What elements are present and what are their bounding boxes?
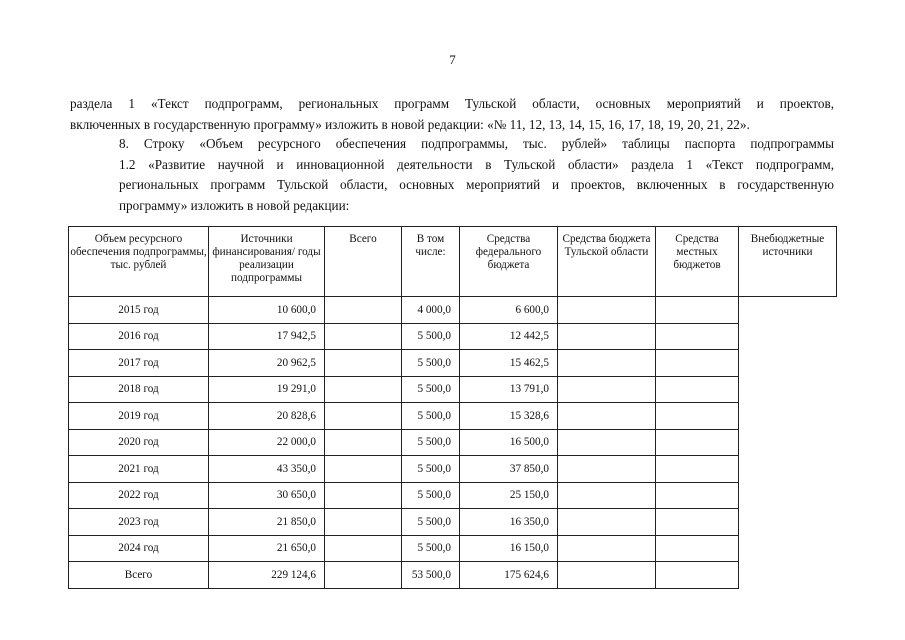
table-cell-incl [325,456,402,483]
table-cell-regional: 16 150,0 [460,535,558,562]
table-row [69,456,837,483]
table-cell-federal: 5 500,0 [402,535,460,562]
table-cell-federal: 5 500,0 [402,403,460,430]
column-header: Средства федерального бюджета [460,227,558,297]
paragraph-line: включенных в государственную программу» изложить в новой редакции: «№ 11, 12, 13, 14, 15, 16, 17, 18, 19, 20, 21, 22». [70,116,750,132]
table-row [69,429,837,456]
table-cell-local [558,429,656,456]
table-cell-federal: 4 000,0 [402,297,460,324]
table-cell-local [558,482,656,509]
table-cell-total: 22 000,0 [209,429,325,456]
table-cell-incl [325,509,402,536]
table-cell-year: 2022 год [69,482,209,509]
table-cell-local [558,350,656,377]
table-cell-local [558,403,656,430]
table-cell-year: 2021 год [69,456,209,483]
table-cell-extra [656,562,739,589]
table-cell-year: 2020 год [69,429,209,456]
table-cell-local [558,323,656,350]
table-cell-local [558,509,656,536]
column-header: В том числе: [402,227,460,297]
table-cell-regional: 15 462,5 [460,350,558,377]
table-row [69,403,837,430]
table-cell-regional: 16 500,0 [460,429,558,456]
column-header: Средства местных бюджетов [656,227,739,297]
table-cell-regional: 16 350,0 [460,509,558,536]
paragraph-1 [70,94,834,135]
table-cell-local [558,376,656,403]
table-row [69,323,837,350]
paragraph-line: раздела 1 «Текст подпрограмм, региональных программ Тульской области, основных мероприятий и проектов, [70,96,834,111]
paragraph-line: 8. Строку «Объем ресурсного обеспечения подпрограммы, тыс. рублей» таблицы паспорта подпрограммы [119,136,834,151]
table-cell-extra [656,376,739,403]
table-cell-federal: 53 500,0 [402,562,460,589]
table-cell-year: 2017 год [69,350,209,377]
row-header-cell: Объем ресурсного обеспечения подпрограммы, тыс. рублей [69,227,209,297]
resource-table [68,226,837,589]
table-row [69,350,837,377]
table-cell-extra [656,535,739,562]
column-header: Всего [325,227,402,297]
table-cell-incl [325,376,402,403]
table-cell-total: 43 350,0 [209,456,325,483]
table-header-row [69,227,837,297]
table-cell-federal: 5 500,0 [402,429,460,456]
table-cell-regional: 13 791,0 [460,376,558,403]
table-cell-year: 2024 год [69,535,209,562]
table-cell-year: 2019 год [69,403,209,430]
table-cell-regional: 6 600,0 [460,297,558,324]
table-cell-extra [656,403,739,430]
table-cell-incl [325,562,402,589]
table-cell-extra [656,456,739,483]
table-cell-incl [325,403,402,430]
table-cell-total: 21 650,0 [209,535,325,562]
table-cell-extra [656,509,739,536]
table-cell-year: 2023 год [69,509,209,536]
paragraph-2 [70,134,834,216]
table-cell-total: 30 650,0 [209,482,325,509]
table-row [69,297,837,324]
table-cell-total: 10 600,0 [209,297,325,324]
table-cell-year: 2015 год [69,297,209,324]
table-cell-incl [325,297,402,324]
table-cell-extra [656,323,739,350]
paragraph-line: 1.2 «Развитие научной и инновационной деятельности в Тульской области» раздела 1 «Текст подпрограмм, [119,156,834,172]
table-cell-extra [656,297,739,324]
table-cell-extra [656,429,739,456]
table-cell-incl [325,429,402,456]
table-cell-federal: 5 500,0 [402,456,460,483]
table-cell-total: 17 942,5 [209,323,325,350]
table-cell-total: 21 850,0 [209,509,325,536]
table-cell-federal: 5 500,0 [402,376,460,403]
table-cell-extra [656,350,739,377]
table-cell-year: Всего [69,562,209,589]
table-cell-local [558,297,656,324]
column-header: Источники финансирования/ годы реализации подпрограммы [209,227,325,297]
table-cell-regional: 12 442,5 [460,323,558,350]
table-row [69,562,837,589]
table-row [69,509,837,536]
table-cell-federal: 5 500,0 [402,323,460,350]
table-cell-federal: 5 500,0 [402,482,460,509]
table-cell-total: 20 828,6 [209,403,325,430]
column-header: Средства бюджета Тульской области [558,227,656,297]
table-cell-extra [656,482,739,509]
paragraph-line: региональных программ Тульской области, основных мероприятий и проектов, включенных в государственную [119,177,834,192]
table-cell-regional: 25 150,0 [460,482,558,509]
table-cell-federal: 5 500,0 [402,350,460,377]
table-cell-local [558,535,656,562]
column-header: Внебюджетные источники [739,227,837,297]
table-row [69,376,837,403]
table-cell-total: 19 291,0 [209,376,325,403]
table-row [69,482,837,509]
paragraph-line: программу» изложить в новой редакции: [119,197,350,213]
table-cell-local [558,562,656,589]
table-row [69,535,837,562]
table-cell-regional: 15 328,6 [460,403,558,430]
table-cell-total: 20 962,5 [209,350,325,377]
table-cell-federal: 5 500,0 [402,509,460,536]
table-cell-year: 2016 год [69,323,209,350]
table-cell-total: 229 124,6 [209,562,325,589]
table-cell-year: 2018 год [69,376,209,403]
table-cell-incl [325,350,402,377]
table-cell-incl [325,535,402,562]
table-cell-regional: 37 850,0 [460,456,558,483]
table-cell-local [558,456,656,483]
table-cell-regional: 175 624,6 [460,562,558,589]
table-cell-incl [325,323,402,350]
page-number: 7 [449,52,456,67]
table-cell-incl [325,482,402,509]
